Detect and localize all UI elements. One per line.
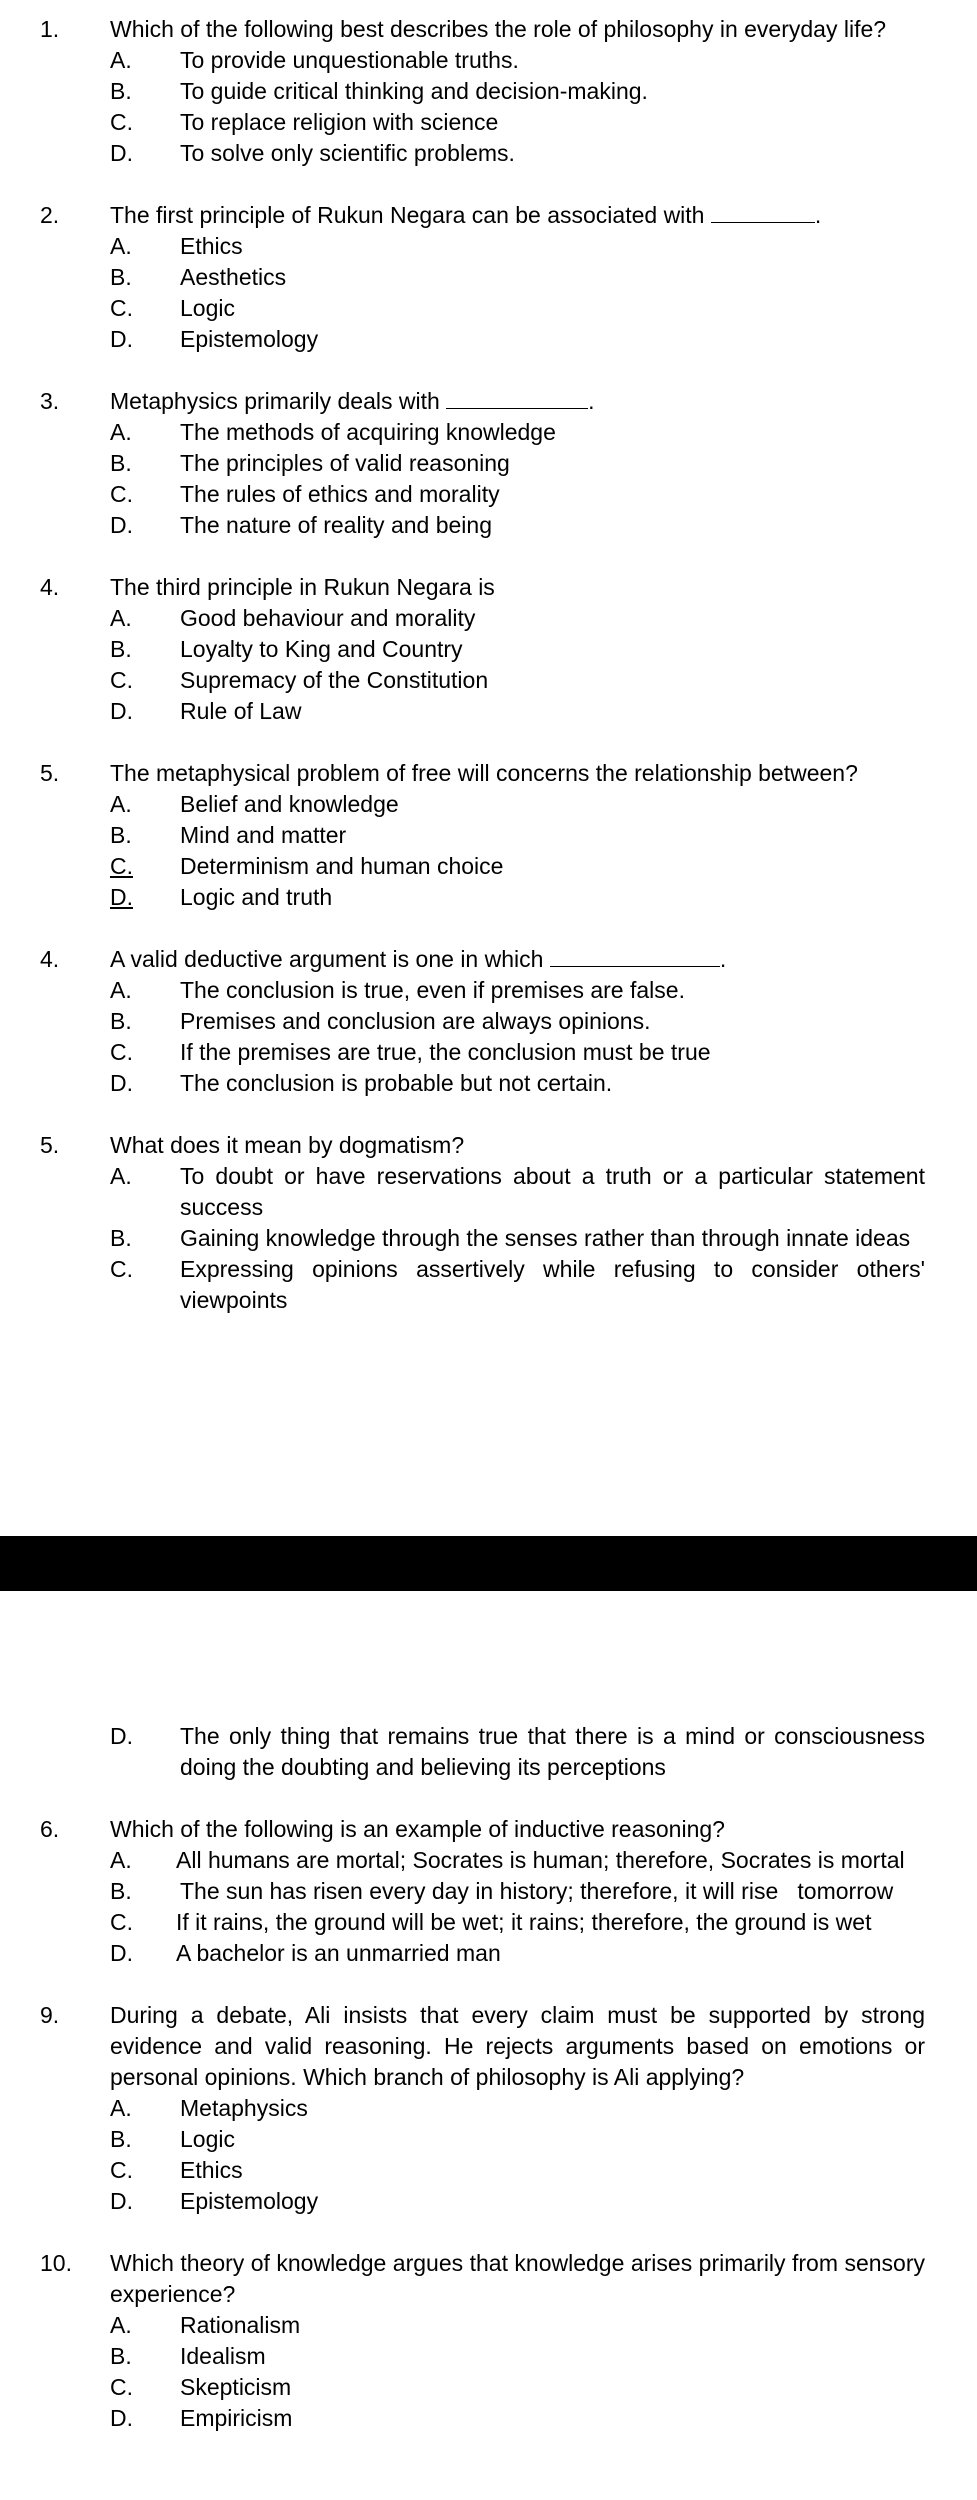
option-text: All humans are mortal; Socrates is human; therefore, Socrates is mortal [176, 1847, 905, 1873]
answer-blank [711, 200, 815, 223]
option-letter: C. [110, 2157, 133, 2183]
option-text: Skepticism [180, 2374, 292, 2400]
option-letter: D. [110, 1940, 133, 1966]
option-letter: C. [110, 1909, 133, 1935]
option-letter: B. [110, 2343, 132, 2369]
option-letter: C. [110, 2374, 133, 2400]
option-text: To replace religion with science [180, 109, 499, 135]
option-b [0, 820, 977, 851]
option-a [0, 45, 977, 76]
option-text: Logic [180, 295, 235, 321]
option-letter: A. [110, 2095, 132, 2121]
question-stem: A valid deductive argument is one in which [110, 946, 544, 972]
option-d [0, 2186, 977, 2217]
option-c [0, 1907, 977, 1938]
option-text: Rationalism [180, 2312, 301, 2338]
option-text: To doubt or have reservations about a truth or a particular statement success [180, 1163, 925, 1220]
question-end: . [719, 946, 727, 972]
option-letter: B. [110, 1225, 132, 1251]
option-b [0, 634, 977, 665]
option-text: Good behaviour and morality [180, 605, 476, 631]
question-6 [0, 1814, 977, 1969]
question-5-dogmatism-continued [0, 1721, 977, 1783]
question-1 [0, 14, 977, 169]
option-c [0, 1037, 977, 1068]
option-text: The rules of ethics and morality [180, 481, 500, 507]
question-end: . [814, 202, 822, 228]
option-b [0, 448, 977, 479]
quiz-page-top [0, 14, 977, 1347]
option-d [0, 1721, 977, 1783]
question-number: 5. [40, 760, 60, 786]
question-number: 10. [40, 2250, 72, 2276]
option-letter: C. [110, 667, 133, 693]
option-text: Mind and matter [180, 822, 347, 848]
option-text: Epistemology [180, 2188, 319, 2214]
question-text [110, 944, 925, 975]
option-letter: A. [110, 2312, 132, 2338]
option-letter: D. [110, 2188, 133, 2214]
option-d [0, 510, 977, 541]
option-letter: A. [110, 605, 132, 631]
option-d [0, 138, 977, 169]
question-text: What does it mean by dogmatism? [110, 1132, 465, 1158]
option-letter: C. [110, 295, 133, 321]
question-text: The third principle in Rukun Negara is [110, 574, 495, 600]
question-5-free-will [0, 758, 977, 913]
quiz-page-bottom [0, 1721, 977, 2465]
option-letter: B. [110, 78, 132, 104]
option-letter: B. [110, 636, 132, 662]
option-c [0, 479, 977, 510]
option-c [0, 1254, 977, 1316]
question-text: During a debate, Ali insists that every claim must be supported by strong evidence and valid reasoning. He rejects arguments based on emotions or personal opinions. Which branch of philosophy is Ali applying? [110, 2002, 925, 2090]
option-letter: A. [110, 233, 132, 259]
option-text: The conclusion is probable but not certain. [180, 1070, 613, 1096]
option-text: Supremacy of the Constitution [180, 667, 489, 693]
option-letter: B. [110, 1008, 132, 1034]
option-d [0, 2403, 977, 2434]
option-text: To guide critical thinking and decision-making. [180, 78, 648, 104]
option-letter: D. [110, 326, 133, 352]
option-text: The sun has risen every day in history; therefore, it will rise tomorrow [180, 1878, 894, 1904]
option-text: Belief and knowledge [180, 791, 399, 817]
option-letter: A. [110, 1163, 132, 1189]
option-text: Aesthetics [180, 264, 287, 290]
option-text: Expressing opinions assertively while refusing to consider others' viewpoints [180, 1256, 925, 1313]
option-d [0, 1938, 977, 1969]
option-letter: D. [110, 884, 133, 910]
option-text: Gaining knowledge through the senses rather than through innate ideas [180, 1225, 911, 1251]
option-text: To provide unquestionable truths. [180, 47, 519, 73]
question-number: 4. [40, 574, 60, 600]
option-letter: A. [110, 47, 132, 73]
question-number: 1. [40, 16, 60, 42]
option-letter: D. [110, 1070, 133, 1096]
option-a [0, 1845, 977, 1876]
option-letter: B. [110, 822, 132, 848]
question-stem: Metaphysics primarily deals with [110, 388, 440, 414]
question-4 [0, 572, 977, 727]
option-b [0, 2124, 977, 2155]
option-letter: D. [110, 512, 133, 538]
option-text: Empiricism [180, 2405, 293, 2431]
option-text: The nature of reality and being [180, 512, 492, 538]
option-a [0, 417, 977, 448]
question-text [110, 200, 925, 231]
option-letter: A. [110, 977, 132, 1003]
question-number: 2. [40, 202, 60, 228]
option-c [0, 293, 977, 324]
question-number: 6. [40, 1816, 60, 1842]
question-4-deductive [0, 944, 977, 1099]
answer-blank [550, 944, 720, 967]
option-text: To solve only scientific problems. [180, 140, 515, 166]
question-end: . [588, 388, 595, 414]
option-a [0, 603, 977, 634]
answer-blank [446, 386, 588, 409]
option-a [0, 231, 977, 262]
option-d [0, 1068, 977, 1099]
option-text: If it rains, the ground will be wet; it rains; therefore, the ground is wet [176, 1909, 872, 1935]
question-number: 9. [40, 2002, 60, 2028]
option-letter: B. [110, 2126, 132, 2152]
option-text: Ethics [180, 2157, 243, 2183]
option-d [0, 882, 977, 913]
question-3 [0, 386, 977, 541]
option-text: The conclusion is true, even if premises are false. [180, 977, 685, 1003]
question-number: 4. [40, 946, 60, 972]
question-text: The metaphysical problem of free will concerns the relationship between? [110, 760, 858, 786]
option-text: The methods of acquiring knowledge [180, 419, 556, 445]
option-b [0, 1006, 977, 1037]
question-10 [0, 2248, 977, 2434]
option-letter: B. [110, 264, 132, 290]
option-text: Logic [180, 2126, 235, 2152]
option-b [0, 1223, 977, 1254]
option-b [0, 1876, 977, 1907]
option-text: Determinism and human choice [180, 853, 504, 879]
option-text: Logic and truth [180, 884, 333, 910]
option-letter: A. [110, 791, 132, 817]
option-text: Epistemology [180, 326, 319, 352]
option-text: Ethics [180, 233, 243, 259]
option-text: The principles of valid reasoning [180, 450, 510, 476]
option-letter: D. [110, 140, 133, 166]
option-a [0, 975, 977, 1006]
option-a [0, 789, 977, 820]
page-break-band [0, 1536, 977, 1591]
option-c [0, 665, 977, 696]
option-b [0, 262, 977, 293]
option-text: Metaphysics [180, 2095, 308, 2121]
option-b [0, 2341, 977, 2372]
question-text [110, 386, 925, 417]
option-letter: A. [110, 1847, 132, 1873]
option-letter: C. [110, 853, 133, 879]
question-stem: The first principle of Rukun Negara can be associated with [110, 202, 705, 228]
option-letter: C. [110, 481, 133, 507]
option-text: A bachelor is an unmarried man [176, 1940, 501, 1966]
option-c [0, 2372, 977, 2403]
question-number: 3. [40, 388, 60, 414]
option-a [0, 1161, 977, 1223]
option-letter: A. [110, 419, 132, 445]
option-letter: D. [110, 2405, 133, 2431]
option-letter: C. [110, 109, 133, 135]
question-text: Which of the following is an example of inductive reasoning? [110, 1816, 725, 1842]
option-letter: C. [110, 1039, 133, 1065]
option-letter: B. [110, 450, 132, 476]
option-letter: D. [110, 698, 133, 724]
option-letter: B. [110, 1878, 132, 1904]
question-5-dogmatism [0, 1130, 977, 1316]
option-letter: D. [110, 1723, 133, 1749]
option-text: If the premises are true, the conclusion must be true [180, 1039, 711, 1065]
option-text: Premises and conclusion are always opinions. [180, 1008, 651, 1034]
option-text: The only thing that remains true that there is a mind or consciousness doing the doubting and believing its perceptions [180, 1723, 925, 1780]
question-9 [0, 2000, 977, 2217]
option-c [0, 107, 977, 138]
option-a [0, 2093, 977, 2124]
option-c [0, 851, 977, 882]
option-a [0, 2310, 977, 2341]
option-d [0, 324, 977, 355]
option-text: Idealism [180, 2343, 266, 2369]
option-b [0, 76, 977, 107]
question-text: Which theory of knowledge argues that knowledge arises primarily from sensory experience? [110, 2250, 925, 2307]
option-c [0, 2155, 977, 2186]
question-text: Which of the following best describes the role of philosophy in everyday life? [110, 16, 887, 42]
option-text: Loyalty to King and Country [180, 636, 463, 662]
option-text: Rule of Law [180, 698, 302, 724]
question-number: 5. [40, 1132, 60, 1158]
option-letter: C. [110, 1256, 133, 1282]
option-d [0, 696, 977, 727]
question-2 [0, 200, 977, 355]
